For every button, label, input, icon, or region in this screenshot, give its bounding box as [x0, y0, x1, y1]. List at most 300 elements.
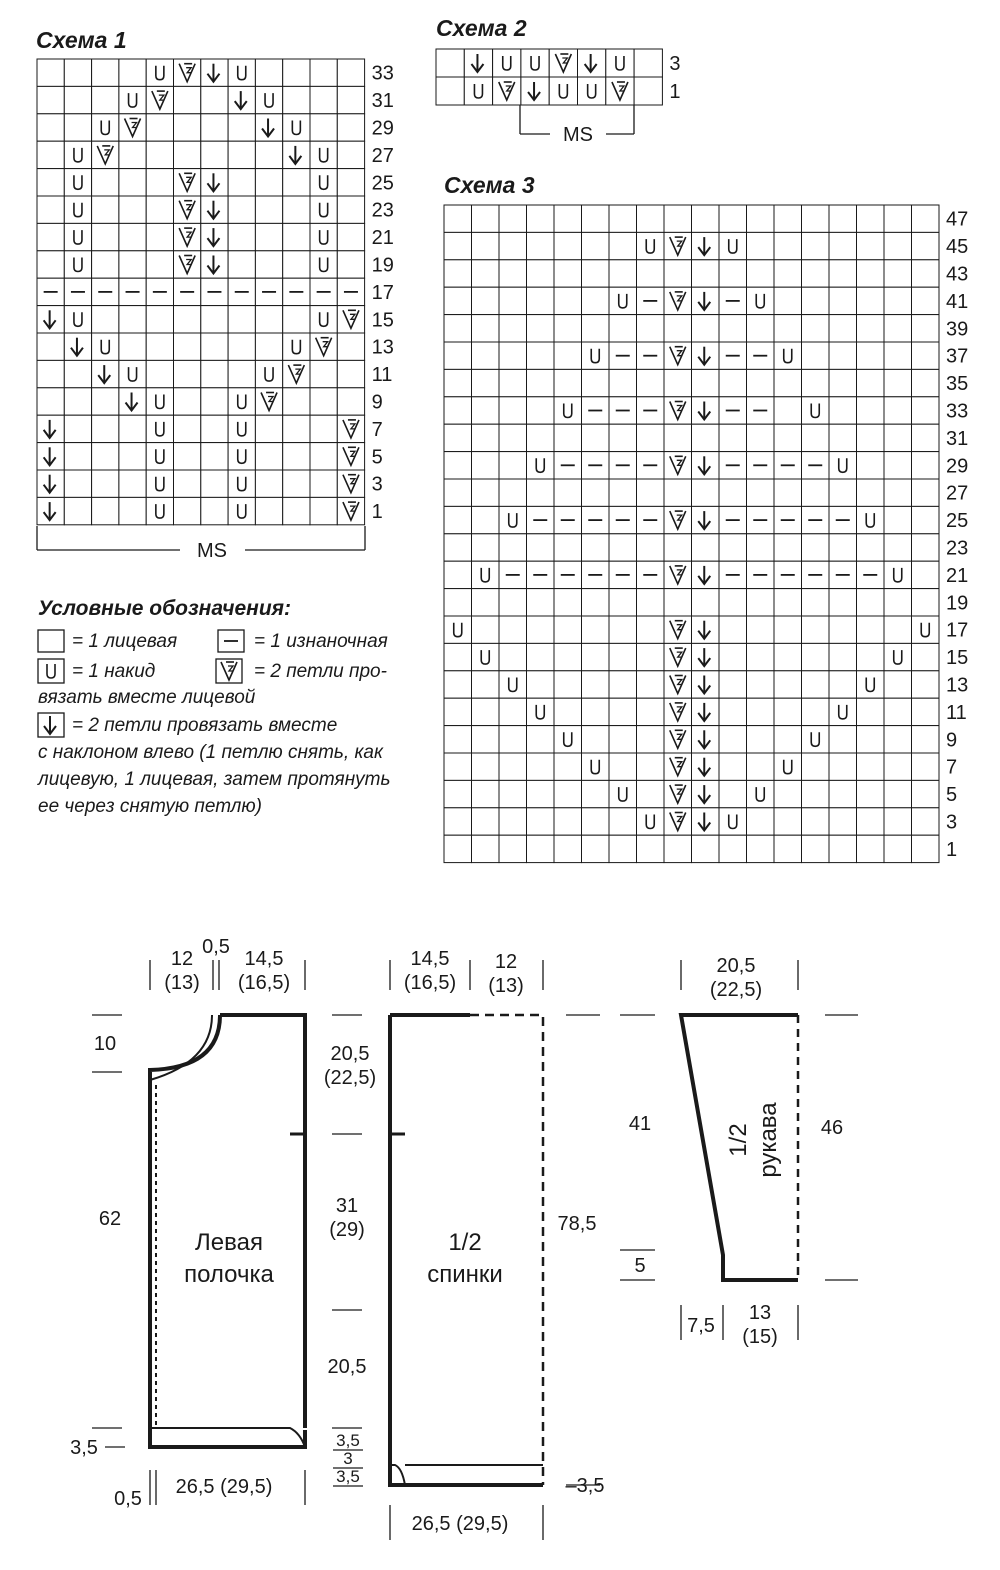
grid-cell: [92, 415, 119, 442]
row-number: 39: [946, 318, 969, 341]
grid-cell: [634, 77, 662, 105]
grid-cell: [582, 369, 610, 396]
grid-cell: [884, 726, 912, 753]
grid-cell: [527, 232, 555, 259]
grid-cell: [554, 260, 582, 287]
grid-cell: [228, 333, 255, 360]
grid-cell: [554, 835, 582, 862]
grid-cell: [119, 333, 146, 360]
grid-cell: [174, 141, 201, 168]
grid-cell: [499, 534, 527, 561]
grid-cell: [912, 424, 940, 451]
grid-cell: [912, 479, 940, 506]
grid-cell: [582, 260, 610, 287]
grid-cell: [174, 114, 201, 141]
grid-cell: [444, 342, 472, 369]
grid-cell: [283, 223, 310, 250]
grid-cell: [499, 232, 527, 259]
grid-cell: [774, 643, 802, 670]
back-piece-name-1: 1/2: [448, 1229, 482, 1256]
grid-cell: [554, 287, 582, 314]
row-number: 5: [946, 784, 958, 807]
grid-cell: [829, 534, 857, 561]
grid-cell: [719, 616, 747, 643]
grid-cell: [857, 342, 885, 369]
grid-cell: [857, 808, 885, 835]
grid-cell: [201, 86, 228, 113]
row-number: 11: [946, 701, 967, 724]
grid-cell: [310, 59, 337, 86]
grid-cell: [554, 315, 582, 342]
grid-cell: [912, 506, 940, 533]
grid-cell: [146, 443, 173, 470]
grid-cell: [664, 369, 692, 396]
grid-cell: [92, 196, 119, 223]
sleeve-dim-bottom-a: 7,5: [687, 1315, 715, 1337]
grid-cell: [912, 808, 940, 835]
grid-cell: [829, 616, 857, 643]
row-number: 9: [946, 729, 958, 752]
grid-cell: [472, 698, 500, 725]
grid-cell: [119, 470, 146, 497]
grid-cell: [829, 232, 857, 259]
grid-cell: [174, 388, 201, 415]
grid-cell: [829, 397, 857, 424]
grid-cell: [637, 479, 665, 506]
grid-cell: [747, 698, 775, 725]
grid-cell: [527, 369, 555, 396]
grid-cell: [310, 196, 337, 223]
grid-cell: [774, 835, 802, 862]
grid-cell: [64, 306, 91, 333]
grid-cell: [554, 643, 582, 670]
row-number: 13: [946, 674, 969, 697]
grid-cell: [92, 443, 119, 470]
sleeve-dim-cuff: 5: [634, 1255, 646, 1277]
grid-cell: [472, 780, 500, 807]
grid-cell: [884, 452, 912, 479]
grid-cell: [609, 589, 637, 616]
grid-cell: [692, 479, 720, 506]
grid-cell: [499, 753, 527, 780]
grid-cell: [637, 232, 665, 259]
grid-cell: [146, 169, 173, 196]
grid-cell: [499, 452, 527, 479]
row-number: 33: [371, 62, 394, 85]
grid-cell: [637, 780, 665, 807]
grid-cell: [146, 415, 173, 442]
legend-k2tog-2: вязать вместе лицевой: [38, 687, 256, 708]
grid-cell: [201, 443, 228, 470]
grid-cell: [337, 388, 364, 415]
grid-cell: [527, 397, 555, 424]
grid-cell: [802, 808, 830, 835]
grid-cell: [774, 780, 802, 807]
grid-cell: [472, 506, 500, 533]
grid-cell: [444, 616, 472, 643]
grid-cell: [747, 369, 775, 396]
grid-cell: [774, 616, 802, 643]
grid-cell: [609, 315, 637, 342]
grid-cell: [174, 306, 201, 333]
row-number: 47: [946, 208, 969, 231]
grid-cell: [829, 780, 857, 807]
grid-cell: [802, 397, 830, 424]
grid-cell: [857, 534, 885, 561]
grid-cell: [664, 835, 692, 862]
grid-cell: [802, 342, 830, 369]
grid-cell: [337, 86, 364, 113]
sleeve-piece-name-2: рукава: [755, 1102, 782, 1178]
grid-cell: [310, 141, 337, 168]
grid-cell: [857, 616, 885, 643]
row-number: 3: [669, 53, 681, 75]
row-number: 7: [371, 418, 383, 441]
grid-cell: [582, 726, 610, 753]
grid-cell: [719, 643, 747, 670]
grid-cell: [119, 59, 146, 86]
grid-cell: [499, 698, 527, 725]
grid-cell: [609, 698, 637, 725]
grid-cell: [444, 643, 472, 670]
grid-cell: [472, 616, 500, 643]
row-number: 9: [371, 391, 383, 414]
back-dim-bottom-width: 26,5 (29,5): [411, 1513, 509, 1535]
grid-cell: [527, 424, 555, 451]
yarn-over-key-icon: [38, 659, 64, 683]
grid-cell: [201, 223, 228, 250]
grid-cell: [582, 698, 610, 725]
grid-cell: [444, 726, 472, 753]
grid-cell: [912, 671, 940, 698]
grid-cell: [201, 388, 228, 415]
grid-cell: [857, 780, 885, 807]
grid-cell: [527, 780, 555, 807]
back-piece-name-2: спинки: [427, 1261, 503, 1288]
grid-cell: [201, 470, 228, 497]
grid-cell: [472, 479, 500, 506]
grid-cell: [774, 205, 802, 232]
grid-cell: [747, 479, 775, 506]
grid-cell: [884, 616, 912, 643]
grid-cell: [174, 415, 201, 442]
grid-cell: [829, 260, 857, 287]
grid-cell: [582, 780, 610, 807]
grid-cell: [527, 287, 555, 314]
grid-cell: [283, 443, 310, 470]
grid-cell: [582, 479, 610, 506]
grid-cell: [201, 333, 228, 360]
grid-cell: [747, 534, 775, 561]
grid-cell: [774, 287, 802, 314]
grid-cell: [472, 452, 500, 479]
grid-cell: [201, 360, 228, 387]
grid-cell: [554, 479, 582, 506]
grid-cell: [582, 534, 610, 561]
grid-cell: [527, 260, 555, 287]
grid-cell: [802, 287, 830, 314]
row-number: 3: [946, 811, 958, 834]
grid-cell: [119, 196, 146, 223]
grid-cell: [554, 698, 582, 725]
grid-cell: [92, 169, 119, 196]
grid-cell: [255, 333, 282, 360]
scheme-2-title: Схема 2: [436, 15, 527, 41]
sleeve-dim-bottom-b: 13: [748, 1302, 772, 1324]
grid-cell: [774, 726, 802, 753]
grid-cell: [582, 616, 610, 643]
row-number: 1: [946, 838, 958, 861]
grid-cell: [802, 753, 830, 780]
grid-cell: [774, 369, 802, 396]
row-number: 5: [371, 446, 383, 469]
grid-cell: [64, 497, 91, 524]
grid-cell: [472, 315, 500, 342]
grid-cell: [747, 835, 775, 862]
grid-cell: [774, 232, 802, 259]
grid-cell: [472, 287, 500, 314]
grid-cell: [719, 726, 747, 753]
grid-cell: [201, 196, 228, 223]
grid-cell: [310, 86, 337, 113]
grid-cell: [747, 589, 775, 616]
grid-cell: [119, 169, 146, 196]
grid-cell: [146, 114, 173, 141]
grid-cell: [310, 169, 337, 196]
grid-cell: [499, 506, 527, 533]
grid-cell: [802, 616, 830, 643]
sleeve-dim-left: 41: [628, 1113, 652, 1135]
grid-cell: [609, 726, 637, 753]
grid-cell: [119, 223, 146, 250]
grid-cell: [637, 205, 665, 232]
grid-cell: [884, 561, 912, 588]
grid-cell: [912, 698, 940, 725]
grid-cell: [146, 223, 173, 250]
grid-cell: [472, 424, 500, 451]
grid-cell: [283, 497, 310, 524]
grid-cell: [719, 424, 747, 451]
grid-cell: [310, 360, 337, 387]
grid-cell: [92, 114, 119, 141]
grid-cell: [472, 835, 500, 862]
grid-cell: [774, 671, 802, 698]
front-dim-shoulder-a: 12: [170, 948, 194, 970]
row-number: 31: [371, 90, 394, 113]
grid-cell: [228, 443, 255, 470]
grid-cell: [912, 561, 940, 588]
row-number: 23: [371, 199, 394, 222]
grid-cell: [857, 835, 885, 862]
grid-cell: [857, 643, 885, 670]
grid-cell: [549, 77, 577, 105]
scheme-2-grid: [436, 49, 681, 105]
legend-ssk-2: с наклоном влево (1 петлю снять, как: [38, 742, 383, 763]
legend-ssk-4: ее через снятую петлю): [38, 796, 262, 817]
grid-cell: [119, 141, 146, 168]
front-dim-gap: 0,5: [202, 936, 230, 958]
grid-cell: [337, 141, 364, 168]
grid-cell: [554, 342, 582, 369]
grid-cell: [310, 415, 337, 442]
grid-cell: [444, 232, 472, 259]
grid-cell: [747, 424, 775, 451]
grid-cell: [337, 360, 364, 387]
sleeve-dim-right: 46: [820, 1117, 844, 1139]
grid-cell: [857, 369, 885, 396]
grid-cell: [310, 251, 337, 278]
grid-cell: [146, 251, 173, 278]
grid-cell: [664, 315, 692, 342]
grid-cell: [436, 49, 464, 77]
grid-cell: [774, 808, 802, 835]
grid-cell: [719, 835, 747, 862]
grid-cell: [582, 808, 610, 835]
grid-cell: [609, 616, 637, 643]
grid-cell: [174, 86, 201, 113]
grid-cell: [472, 808, 500, 835]
grid-cell: [64, 443, 91, 470]
grid-cell: [228, 114, 255, 141]
grid-cell: [582, 232, 610, 259]
grid-cell: [527, 671, 555, 698]
grid-cell: [747, 315, 775, 342]
grid-cell: [499, 315, 527, 342]
grid-cell: [228, 497, 255, 524]
front-dim-hem: 3,5: [70, 1437, 98, 1459]
grid-cell: [884, 397, 912, 424]
grid-cell: [228, 415, 255, 442]
grid-cell: [582, 589, 610, 616]
grid-cell: [692, 589, 720, 616]
grid-cell: [499, 424, 527, 451]
grid-cell: [255, 306, 282, 333]
grid-cell: [582, 205, 610, 232]
grid-cell: [884, 369, 912, 396]
grid-cell: [283, 251, 310, 278]
grid-cell: [637, 260, 665, 287]
grid-cell: [64, 114, 91, 141]
grid-cell: [472, 726, 500, 753]
row-number: 21: [946, 564, 969, 587]
grid-cell: [747, 616, 775, 643]
grid-cell: [829, 369, 857, 396]
row-number: 21: [371, 227, 394, 250]
grid-cell: [609, 835, 637, 862]
grid-cell: [146, 196, 173, 223]
back-dim-shoulder: 14,5: [410, 948, 450, 970]
grid-cell: [802, 671, 830, 698]
grid-cell: [912, 369, 940, 396]
grid-cell: [912, 452, 940, 479]
grid-cell: [201, 415, 228, 442]
grid-cell: [554, 369, 582, 396]
grid-cell: [912, 534, 940, 561]
grid-cell: [829, 205, 857, 232]
grid-cell: [37, 360, 64, 387]
grid-cell: [444, 534, 472, 561]
grid-cell: [283, 59, 310, 86]
grid-cell: [201, 251, 228, 278]
grid-cell: [857, 205, 885, 232]
grid-cell: [692, 260, 720, 287]
row-number: 35: [946, 373, 969, 396]
grid-cell: [92, 388, 119, 415]
grid-cell: [228, 306, 255, 333]
grid-cell: [444, 753, 472, 780]
row-number: 25: [371, 172, 394, 195]
grid-cell: [664, 479, 692, 506]
back-dim-shoulder-alt: (16,5): [403, 972, 457, 994]
back-dim-height: 78,5: [557, 1213, 597, 1235]
grid-cell: [228, 169, 255, 196]
grid-cell: [283, 415, 310, 442]
grid-cell: [119, 86, 146, 113]
grid-cell: [310, 223, 337, 250]
grid-cell: [857, 589, 885, 616]
grid-cell: [637, 671, 665, 698]
grid-cell: [857, 260, 885, 287]
grid-cell: [912, 643, 940, 670]
grid-cell: [554, 616, 582, 643]
grid-cell: [719, 369, 747, 396]
grid-cell: [37, 141, 64, 168]
grid-cell: [499, 835, 527, 862]
mid-dim-hem-3: 3,5: [336, 1467, 360, 1486]
grid-cell: [884, 534, 912, 561]
grid-cell: [664, 260, 692, 287]
back-dim-hem: –3,5: [565, 1475, 605, 1497]
grid-cell: [637, 643, 665, 670]
grid-cell: [912, 205, 940, 232]
grid-cell: [802, 589, 830, 616]
grid-cell: [444, 589, 472, 616]
grid-cell: [582, 835, 610, 862]
grid-cell: [637, 808, 665, 835]
grid-cell: [857, 506, 885, 533]
grid-cell: [884, 424, 912, 451]
grid-cell: [283, 470, 310, 497]
grid-cell: [719, 753, 747, 780]
grid-cell: [884, 232, 912, 259]
row-number: 41: [946, 290, 969, 313]
grid-cell: [884, 780, 912, 807]
grid-cell: [499, 342, 527, 369]
grid-cell: [802, 780, 830, 807]
grid-cell: [472, 260, 500, 287]
grid-cell: [802, 205, 830, 232]
row-number: 23: [946, 537, 969, 560]
grid-cell: [802, 315, 830, 342]
grid-cell: [527, 753, 555, 780]
grid-cell: [37, 114, 64, 141]
grid-cell: [228, 59, 255, 86]
legend-yo: = 1 накид: [72, 661, 156, 682]
grid-cell: [747, 287, 775, 314]
grid-cell: [255, 196, 282, 223]
grid-cell: [499, 479, 527, 506]
grid-cell: [64, 141, 91, 168]
back-dim-neck: 12: [494, 951, 518, 973]
grid-cell: [857, 479, 885, 506]
grid-cell: [609, 643, 637, 670]
grid-cell: [884, 835, 912, 862]
grid-cell: [884, 698, 912, 725]
grid-cell: [912, 397, 940, 424]
grid-cell: [527, 342, 555, 369]
row-number: 15: [946, 647, 969, 670]
grid-cell: [634, 49, 662, 77]
